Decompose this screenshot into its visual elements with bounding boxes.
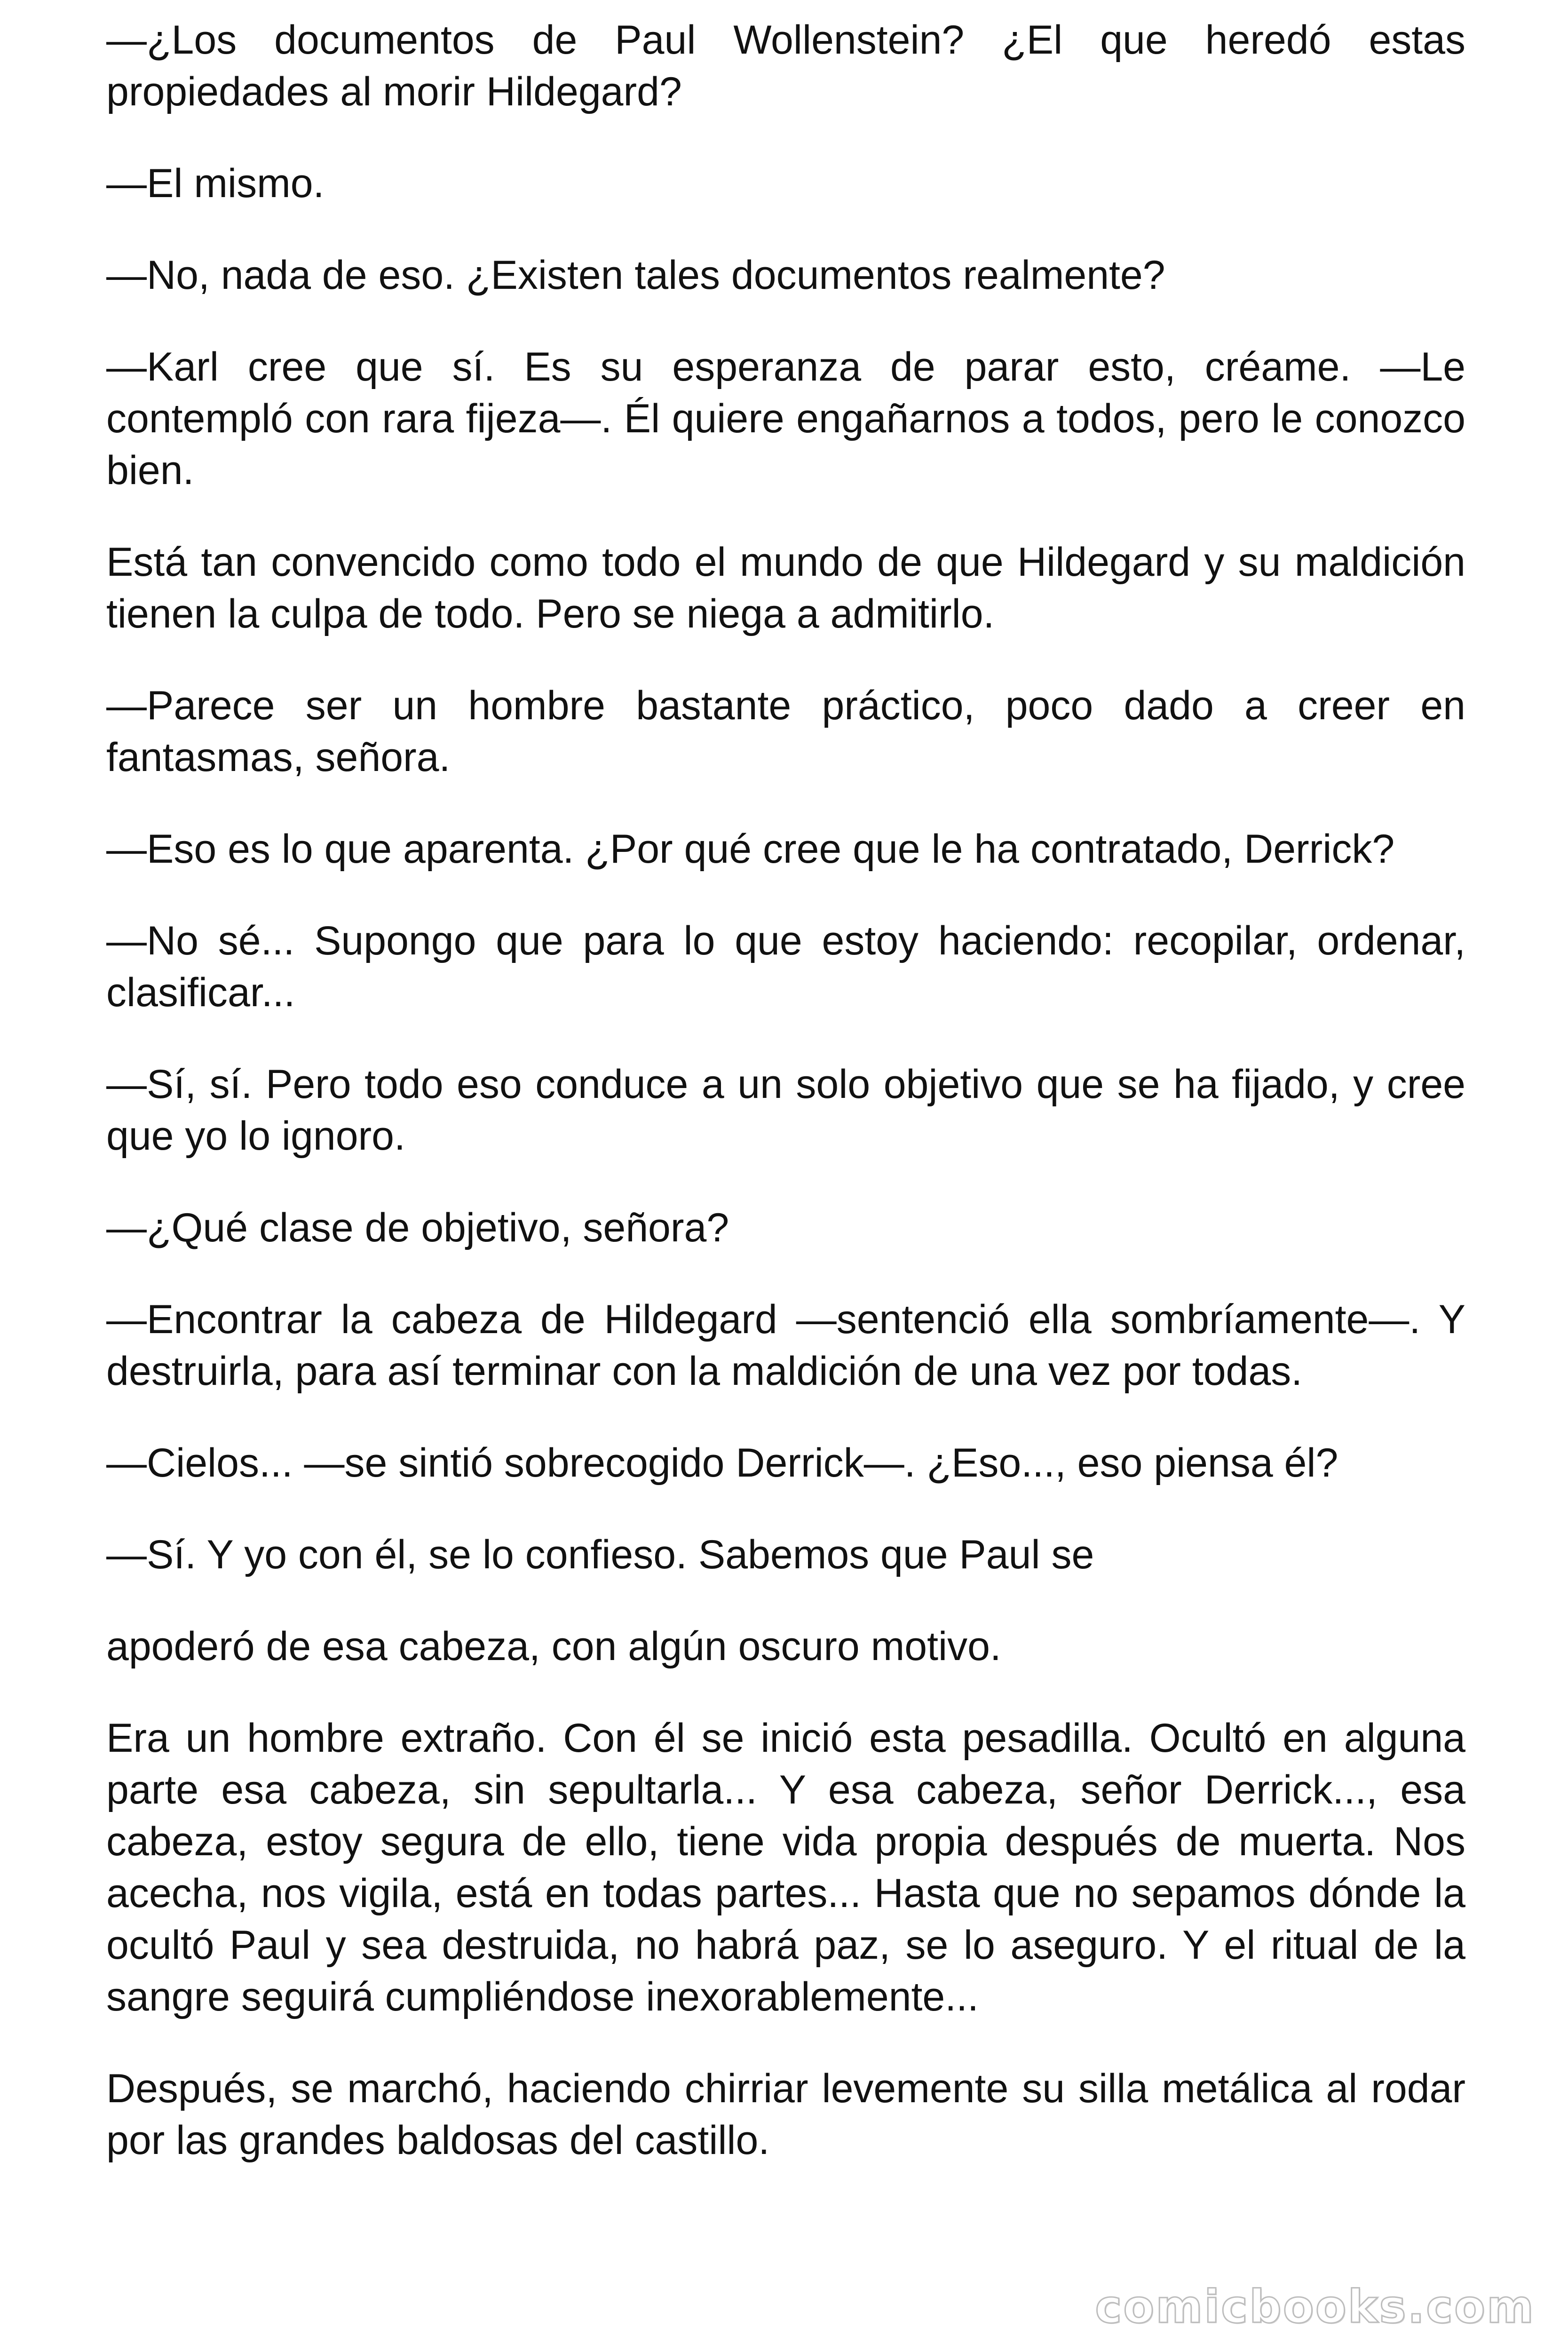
paragraph-2: —El mismo.: [106, 161, 325, 206]
paragraph-3: —No, nada de eso. ¿Existen tales documentos realmente?: [106, 253, 1165, 298]
paragraph-10: —¿Qué clase de objetivo, señora?: [106, 1205, 729, 1250]
paragraph-16: Después, se marchó, haciendo chirriar levemente su silla metálica al rodar por las grandes baldosas del castillo.: [106, 2066, 1465, 2163]
paragraph-8: —No sé... Supongo que para lo que estoy haciendo: recopilar, ordenar, clasificar...: [106, 918, 1465, 1015]
paragraph-15: Era un hombre extraño. Con él se inició esta pesadilla. Ocultó en alguna parte esa cabeza, sin sepultarla... Y esa cabeza, señor Derrick..., esa cabeza, estoy segura de ello, tiene vida propia después de muerta. Nos acecha, nos vigila, está en todas partes... Hasta que no sepamos dónde la ocultó Paul y sea destruida, no habrá paz, se lo aseguro. Y el ritual de la sangre seguirá cumpliéndose inexorablemente...: [106, 1716, 1465, 2019]
paragraph-11: —Encontrar la cabeza de Hildegard —sentenció ella sombríamente—. Y destruirla, para así terminar con la maldición de una vez por todas.: [106, 1297, 1465, 1394]
paragraph-14: apoderó de esa cabeza, con algún oscuro motivo.: [106, 1624, 1001, 1669]
watermark-logo: comicbooks.com: [1095, 2280, 1535, 2333]
paragraph-13: —Sí. Y yo con él, se lo confieso. Sabemos que Paul se: [106, 1532, 1094, 1577]
paragraph-12: —Cielos... —se sintió sobrecogido Derrick—. ¿Eso..., eso piensa él?: [106, 1440, 1338, 1486]
book-page: [106, 14, 1465, 2206]
paragraph-6: —Parece ser un hombre bastante práctico, poco dado a creer en fantasmas, señora.: [106, 683, 1465, 780]
paragraph-9: —Sí, sí. Pero todo eso conduce a un solo objetivo que se ha fijado, y cree que yo lo ignoro.: [106, 1062, 1465, 1159]
paragraph-4: —Karl cree que sí. Es su esperanza de parar esto, créame. —Le contempló con rara fijeza—. Él quiere engañarnos a todos, pero le conozco bien.: [106, 344, 1465, 493]
paragraph-1: —¿Los documentos de Paul Wollenstein? ¿El que heredó estas propiedades al morir Hildegard?: [106, 17, 1465, 114]
paragraph-5: Está tan convencido como todo el mundo de que Hildegard y su maldición tienen la culpa de todo. Pero se niega a admitirlo.: [106, 540, 1465, 636]
paragraph-7: —Eso es lo que aparenta. ¿Por qué cree que le ha contratado, Derrick?: [106, 826, 1395, 872]
